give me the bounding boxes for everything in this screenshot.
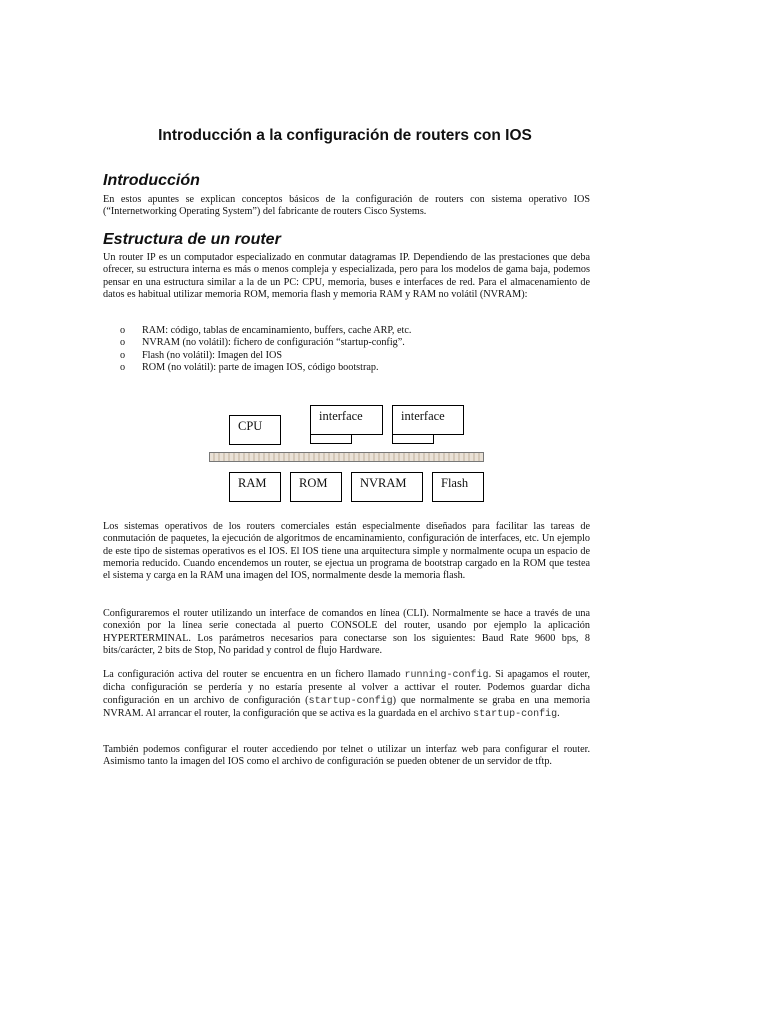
intro-paragraph: En estos apuntes se explican conceptos básicos de la configuración de routers con sistema operativo IOS (“Internetworking Operating System”) del fabricante de routers Cisco Systems. bbox=[103, 194, 590, 218]
list-item: o NVRAM (no volátil): fichero de configuración “startup-config”. bbox=[120, 337, 405, 349]
list-item: o Flash (no volátil): Imagen del IOS bbox=[120, 349, 283, 361]
list-item: o RAM: código, tablas de encaminamiento, buffers, cache ARP, etc. bbox=[120, 325, 412, 336]
list-item: o ROM (no volátil): parte de imagen IOS, código bootstrap. bbox=[120, 361, 379, 373]
body-paragraph-2: Configuraremos el router utilizando un interface de comandos en línea (CLI). Normalmente se hace a través de una conexión por la línea serie conectada al puerto CONSOLE del router, usando por ejemplo la aplicación HYPERTERMINAL. Los parámetros necesarios para conectarse son los siguientes: Baud Rate 9600 bps, 8 bits/carácter, 2 bits de Stop, No paridad y control de flujo Hardware. bbox=[103, 608, 590, 656]
ram-box bbox=[229, 472, 281, 502]
body-paragraph-1: Los sistemas operativos de los routers comerciales están especialmente diseñados para facilitar las tareas de conmutación de paquetes, la ejecución de algoritmos de encaminamiento, configuración de interfaces, etc. Un ejemplo de este tipo de sistemas operativos es el IOS. El IOS tiene una arquitectura simple y normalmente ocupa un espacio de memoria reducido. Cuando encendemos un router, se ejectua un programa de bootstrap cargado en la ROM que testea el sistema y carga en la RAM una imagen del IOS, normalmente desde la memoria flash. bbox=[103, 521, 590, 582]
flash-box bbox=[432, 472, 484, 502]
startup-config-code: startup-config bbox=[308, 695, 393, 707]
structure-heading: Estructura de un router bbox=[103, 231, 281, 248]
running-config-code: running-config bbox=[404, 670, 489, 681]
interface-connector-1 bbox=[310, 434, 352, 444]
interface-label-2: interface bbox=[401, 409, 445, 423]
nvram-box bbox=[351, 472, 423, 502]
interface-label-1: interface bbox=[319, 409, 363, 423]
memory-list bbox=[120, 325, 411, 374]
bullet-marker: o bbox=[120, 349, 126, 361]
cpu-label: CPU bbox=[238, 419, 263, 433]
cpu-box bbox=[229, 415, 281, 445]
system-bus bbox=[209, 452, 484, 462]
flash-label: Flash bbox=[441, 476, 469, 490]
intro-heading: Introducción bbox=[103, 172, 200, 189]
body-paragraph-4: También podemos configurar el router accediendo por telnet o utilizar un interfaz web para configurar el router. Asimismo tanto la imagen del IOS como el archivo de configuración se pueden obtener de un servidor de tftp. bbox=[103, 744, 590, 768]
document-title: Introducción a la configuración de routers con IOS bbox=[158, 127, 532, 144]
ram-label: RAM bbox=[238, 476, 267, 490]
structure-paragraph: Un router IP es un computador especializado en conmutar datagramas IP. Dependiendo de las prestaciones que deba ofrecer, su estructura interna es más o menos compleja y especializada, pero para los modelos de gama baja, podemos pensar en una estructura similar a la de un PC: CPU, memoria, buses e interfaces de red. Para el almacenamiento de datos es habitual utilizar memoria ROM, memoria flash y memoria RAM y RAM no volátil (NVRAM): bbox=[103, 252, 590, 300]
bullet-marker: o bbox=[120, 361, 126, 373]
rom-box bbox=[290, 472, 342, 502]
interface-box-2 bbox=[392, 405, 464, 435]
bullet-marker: o bbox=[120, 337, 126, 349]
interface-box-1 bbox=[310, 405, 383, 435]
rom-label: ROM bbox=[299, 476, 328, 490]
body-paragraph-3: La configuración activa del router se encuentra en un fichero llamado running-config. Si apagamos el router, dicha configuración se perdería y no estaría presente al volver a acttivar el router. Podemos guardar dicha configuración en un archivo de configuración (startup-config) que normalmente se graba en una memoria NVRAM. Al arrancar el router, la configuración que se activa es la guardada en el archivo startup-config. bbox=[103, 669, 591, 720]
nvram-label: NVRAM bbox=[360, 476, 407, 490]
startup-config-code: startup-config bbox=[473, 708, 558, 720]
bullet-marker: o bbox=[120, 325, 126, 336]
interface-connector-2 bbox=[392, 434, 434, 444]
